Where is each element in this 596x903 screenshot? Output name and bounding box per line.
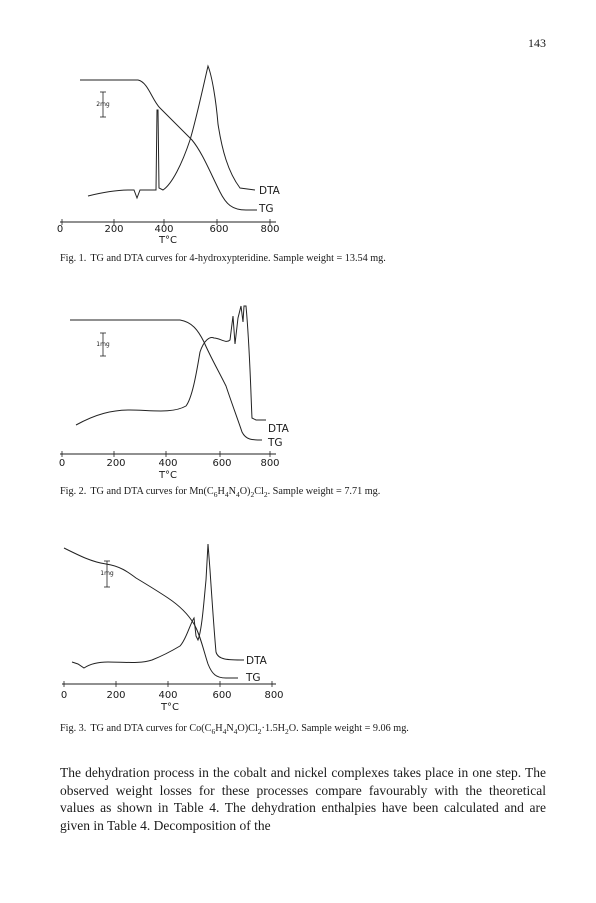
figure-3-tick-label-400: 400 [158,690,178,701]
figure-2-tg-label: TG [268,437,283,449]
figure-2-caption [60,485,546,501]
caption-subscript: 4 [222,727,227,737]
figure-2-tick-label-200: 200 [106,458,126,469]
caption-text-part: O)Cl [237,723,258,734]
caption-subscript: 4 [235,490,240,500]
caption-text-part: H [217,486,225,497]
figure-1-tick-label-400: 400 [154,224,174,235]
figure-1-dta-label: DTA [259,185,280,197]
figure-2-tg-curve [70,320,262,440]
figure-3-tg-curve [64,548,238,678]
figure-2-tick-label-600: 600 [212,458,232,469]
caption-subscript: 4 [224,490,229,500]
figure-2-tick-label-800: 800 [260,458,280,469]
caption-text-part: . Sample weight = 7.71 mg. [267,486,381,497]
figure-3-tick-label-200: 200 [106,690,126,701]
figure-3-x-axis-label: T°C [160,702,180,713]
figure-1-dta-curve [88,66,255,198]
figure-3-dta-label: DTA [246,655,267,667]
page-number: 143 [528,36,546,50]
caption-text-part: ·1.5H [261,723,286,734]
figure-3-plot [0,535,596,715]
figure-2-tick-label-0: 0 [58,458,66,469]
body-paragraph: The dehydration process in the cobalt and nickel complexes takes place in one step. The observed weight losses for these processes compare favourably with the theoretical values as shown in Table 4. The dehydration enthalpies have been calculated and are given in Table 4. Decomposition of the [60,765,546,833]
figure-1-tick-label-200: 200 [104,224,124,235]
caption-subscript: 6 [213,490,218,500]
figure-2-tick-label-400: 400 [158,458,178,469]
figure-3-scale-label: 1mg [100,570,114,577]
figure-1-scale-label: 2mg [96,101,110,108]
figure-1-tg-label: TG [259,203,274,215]
caption-subscript: 6 [211,727,216,737]
figure-1-caption-label: Fig. 1. [60,253,87,264]
caption-subscript: 2 [257,727,262,737]
caption-text-part: Cl [254,486,264,497]
figure-1-plot [0,55,596,245]
figure-1-tg-curve [80,80,257,210]
figure-2-plot [0,295,596,490]
figure-1-x-axis-label: T°C [158,235,178,246]
figure-3-caption-text: TG and DTA curves for Co(C [90,723,212,734]
figure-1-tick-label-800: 800 [260,224,280,235]
figure-2-scale-label: 1mg [96,341,110,348]
figure-3-caption [60,722,546,738]
caption-subscript: 2 [250,490,255,500]
figure-2-x-axis-label: T°C [158,470,178,481]
figure-1-caption-text: TG and DTA curves for 4-hydroxypteridine. Sample weight = 13.54 mg. [90,253,386,264]
figure-3-caption-label: Fig. 3. [60,723,87,734]
figure-2-caption-text: TG and DTA curves for Mn(C [90,486,214,497]
caption-text-part: N [228,486,236,497]
caption-text-part: O. Sample weight = 9.06 mg. [288,723,409,734]
figure-1-tick-label-0: 0 [56,224,64,235]
caption-text-part: O) [239,486,251,497]
figure-3-tg-label: TG [246,672,261,684]
figure-2-dta-label: DTA [268,423,289,435]
figure-2-dta-curve [76,306,266,425]
figure-2-caption-label: Fig. 2. [60,486,87,497]
caption-text-part: H [215,723,223,734]
caption-text-part: N [226,723,234,734]
caption-subscript: 2 [285,727,289,737]
caption-subscript: 4 [233,727,238,737]
figure-3-tick-label-600: 600 [212,690,232,701]
figure-3-tick-label-800: 800 [264,690,284,701]
figure-1-caption [60,252,546,265]
caption-subscript: 2 [263,490,268,500]
figure-3-tick-label-0: 0 [60,690,68,701]
figure-1-tick-label-600: 600 [209,224,229,235]
